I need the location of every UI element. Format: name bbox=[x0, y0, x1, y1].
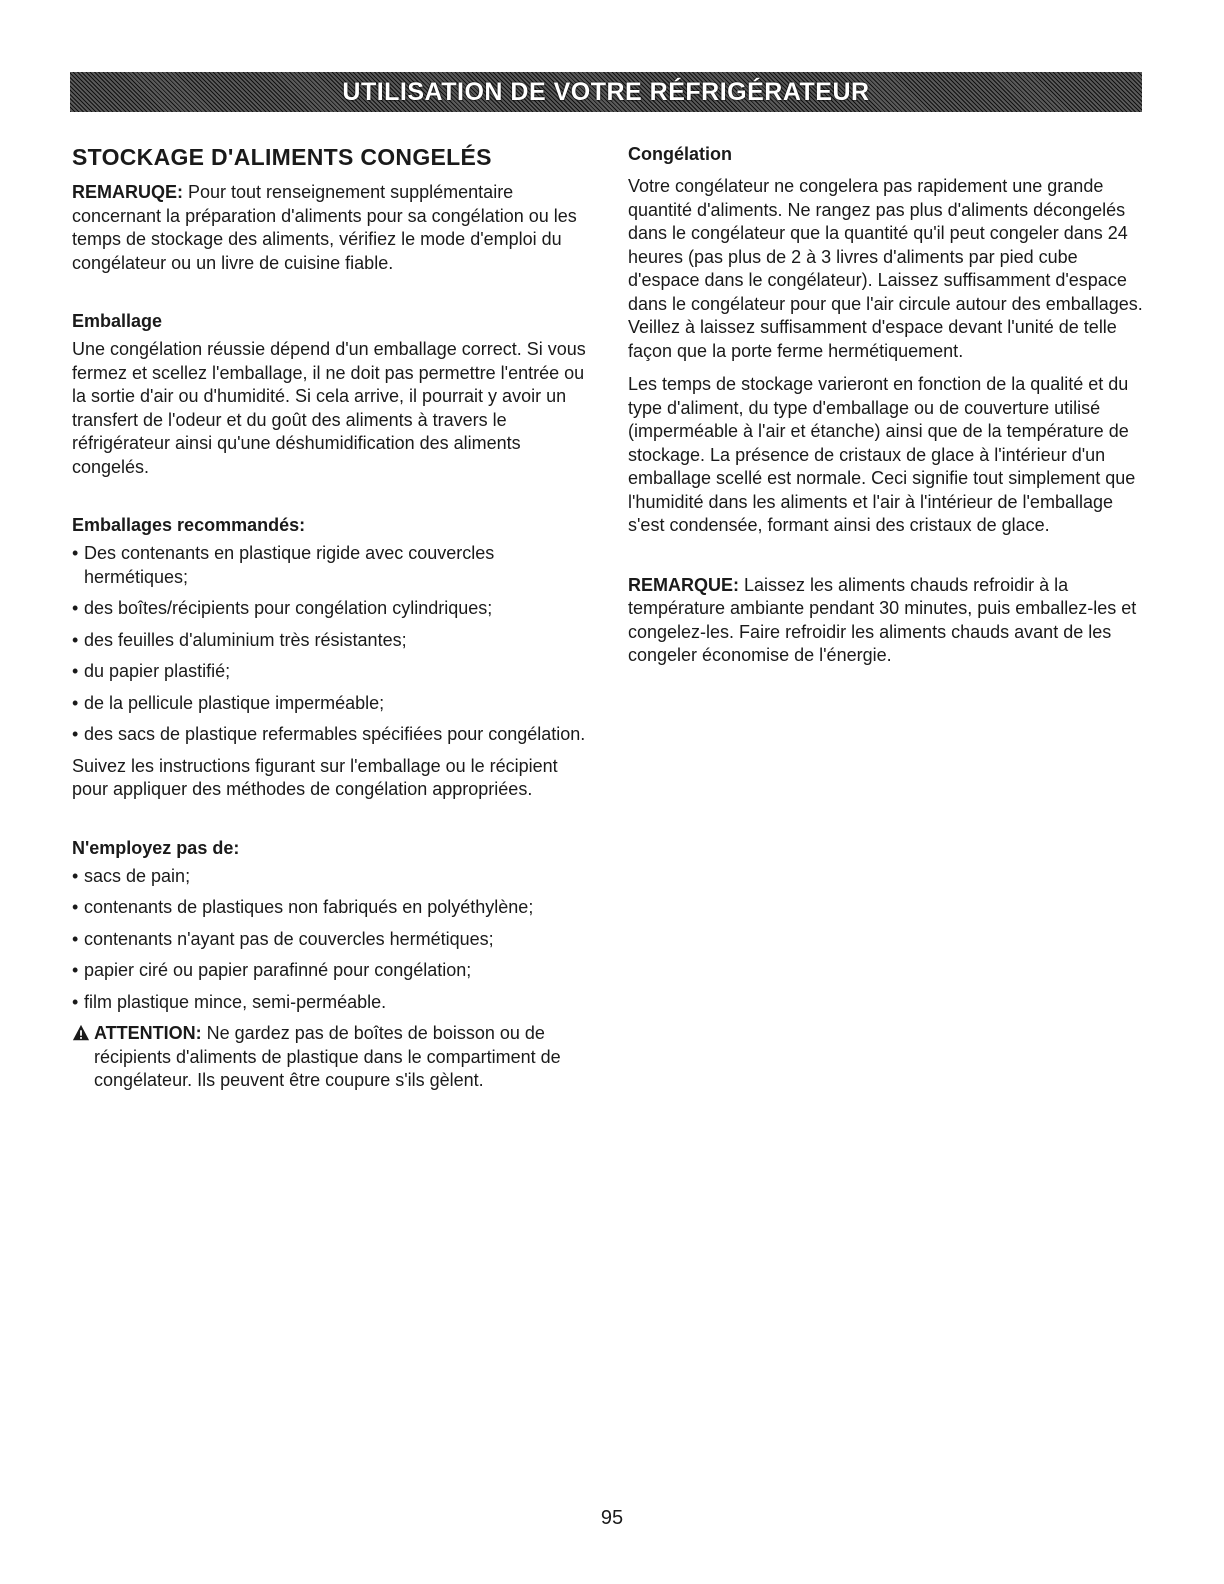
recommended-heading: Emballages recommandés: bbox=[72, 515, 306, 535]
left-column bbox=[72, 140, 592, 1093]
note-paragraph-right bbox=[628, 574, 1144, 668]
list-item: • film plastique mince, semi-perméable. bbox=[72, 991, 592, 1015]
page-title: UTILISATION DE VOTRE RÉFRIGÉRATEUR bbox=[342, 77, 870, 106]
freezing-paragraph-2: Les temps de stockage varieront en fonction de la qualité et du type d'aliment, du type d'emballage ou de couverture utilisé (imperméable à l'air et étanche) ainsi que de la température de stockage. La présence de cristaux de glace à l'intérieur d'un emballage scellé est normale. Ceci signifie tout simplement que l'humidité dans les aliments et l'air à l'intérieur de l'emballage s'est condensée, formant ainsi des cristaux de glace. bbox=[628, 374, 1136, 535]
list-item: • des feuilles d'aluminium très résistantes; bbox=[72, 629, 592, 653]
section-title: STOCKAGE D'ALIMENTS CONGELÉS bbox=[72, 144, 492, 170]
note-paragraph bbox=[72, 181, 592, 275]
list-item: • du papier plastifié; bbox=[72, 660, 592, 684]
packaging-paragraph: Une congélation réussie dépend d'un emballage correct. Si vous fermez et scellez l'emballage, il ne doit pas permettre l'entrée ou la sortie d'air ou d'humidité. Si cela arrive, il pourrait y avoir un transfert de l'odeur et du goût des aliments à travers le réfrigérateur ainsi qu'une déshumidification des aliments congelés. bbox=[72, 339, 586, 477]
list-item: • des sacs de plastique refermables spécifiées pour congélation. bbox=[72, 723, 592, 747]
avoid-list bbox=[72, 865, 592, 1015]
list-item: • de la pellicule plastique imperméable; bbox=[72, 692, 592, 716]
attention-lead: ATTENTION: bbox=[94, 1023, 202, 1043]
attention-paragraph bbox=[72, 1022, 592, 1093]
recommended-list bbox=[72, 542, 592, 747]
right-column bbox=[628, 140, 1144, 668]
header-banner bbox=[70, 72, 1142, 112]
warning-icon bbox=[72, 1024, 90, 1042]
freezing-heading: Congélation bbox=[628, 144, 732, 164]
page-number: 95 bbox=[600, 1507, 624, 1529]
avoid-heading: N'employez pas de: bbox=[72, 837, 240, 858]
note-text-right: Laissez les aliments chauds refroidir à la température ambiante pendant 30 minutes, puis emballez-les et congelez-les. Faire refroidir les aliments chauds avant de les congeler économise de l'énergie. bbox=[628, 574, 1137, 665]
list-item: • contenants de plastiques non fabriqués en polyéthylène; bbox=[72, 896, 592, 920]
recommended-followup: Suivez les instructions figurant sur l'emballage ou le récipient pour appliquer des méthodes de congélation appropriées. bbox=[72, 755, 558, 799]
attention-text: Ne gardez pas de boîtes de boisson ou de récipients d'aliments de plastique dans le compartiment de congélateur. Ils peuvent être coupure s'ils gèlent. bbox=[94, 1023, 561, 1090]
note-text: Pour tout renseignement supplémentaire concernant la préparation d'aliments pour sa congélation ou les temps de stockage des aliments, vérifiez le mode d'emploi du congélateur ou un livre de cuisine fiable. bbox=[72, 182, 577, 273]
note-lead: REMARUQE: bbox=[72, 182, 183, 202]
list-item: • Des contenants en plastique rigide avec couvercles hermétiques; bbox=[72, 542, 592, 589]
freezing-paragraph-1: Votre congélateur ne congelera pas rapidement une grande quantité d'aliments. Ne rangez pas plus d'aliments décongelés dans le congélateur que la quantité qu'il peut congeler dans 24 heures (pas plus de 2 à 3 livres d'aliments par pied cube d'espace dans le congélateur). Laissez suffisamment d'espace dans le congélateur pour que l'air circule autour des emballages. Veillez à laissez suffisamment d'espace devant l'unité de telle façon que la porte ferme hermétiquement. bbox=[628, 176, 1143, 361]
note-lead-right: REMARQUE: bbox=[628, 574, 739, 595]
list-item: • sacs de pain; bbox=[72, 865, 592, 889]
list-item: • des boîtes/récipients pour congélation cylindriques; bbox=[72, 597, 592, 621]
list-item: • contenants n'ayant pas de couvercles hermétiques; bbox=[72, 928, 592, 952]
list-item: • papier ciré ou papier parafinné pour congélation; bbox=[72, 959, 592, 983]
packaging-heading: Emballage bbox=[72, 311, 163, 331]
